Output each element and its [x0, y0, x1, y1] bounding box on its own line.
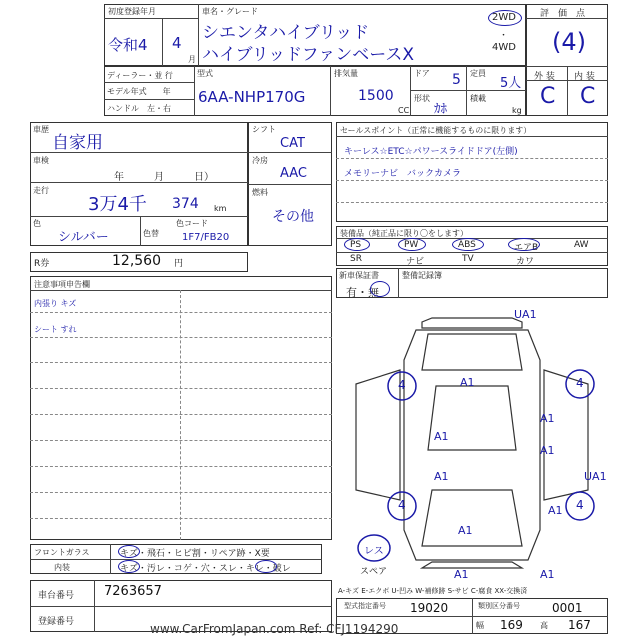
color-change-label: 色替 — [143, 229, 159, 238]
hood-outline — [422, 334, 522, 370]
mark-a1-8: A1 — [454, 568, 469, 581]
width-label: 幅 — [476, 621, 484, 630]
equip-aw: AW — [574, 240, 589, 250]
handle-label: ハンドル 左・右 — [107, 104, 171, 113]
mark-a1-7: A1 — [458, 524, 473, 537]
car-grade: ハイブリッドファンベースX — [202, 45, 415, 65]
mark-a1-6: A1 — [548, 504, 563, 517]
vehicle-no: 7263657 — [104, 584, 162, 599]
interior-kizu-circle — [118, 560, 140, 573]
mileage-label: 走行 — [33, 186, 49, 195]
sales-line2: メモリーナビ バックカメラ — [344, 169, 462, 179]
category-no: 0001 — [552, 601, 583, 615]
recycle-label: R券 — [34, 259, 50, 269]
ps-circle — [344, 238, 370, 251]
recycle-value: 12,560 — [112, 253, 161, 269]
vehicle-no-label: 車台番号 — [38, 591, 75, 601]
front-bumper-outline — [422, 318, 522, 328]
sales-line1: キーレス☆ETC☆パワースライドドア(左側) — [344, 147, 518, 157]
door-label: ドア — [414, 69, 430, 78]
type-label: 型式 — [197, 69, 213, 78]
height-value: 167 — [568, 618, 591, 632]
mark-a1-2: A1 — [540, 412, 555, 425]
equip-airbag: エアB — [514, 243, 539, 253]
carname-label: 車名・グレード — [202, 7, 258, 16]
mark-a1-9: A1 — [540, 568, 555, 581]
rear-outline — [422, 490, 522, 546]
mileage-num: 374 — [172, 196, 199, 212]
exterior-label: 外 装 — [534, 72, 555, 82]
ac-value: AAC — [280, 166, 307, 181]
displacement-label: 排気量 — [334, 69, 358, 78]
mark-a1-3: A1 — [434, 430, 449, 443]
inspection-date: 年 月 日） — [114, 172, 214, 183]
airbag-circle — [508, 238, 540, 251]
reg-era: 令和4 — [108, 36, 148, 54]
notes-line2: シート すれ — [34, 325, 77, 334]
mark-tire-fl: 4 — [398, 378, 406, 392]
model-no-label: 型式指定番号 — [344, 602, 386, 610]
interior-score: C — [580, 84, 596, 109]
equip-abs: ABS — [458, 240, 476, 250]
windshield-kizu-circle — [118, 545, 140, 558]
eval-score: (4) — [552, 28, 586, 56]
notes-line1: 内張り キズ — [34, 299, 77, 308]
equip-ps: PS — [350, 240, 362, 250]
mark-a1-1: A1 — [460, 376, 475, 389]
eval-label: 評 価 点 — [540, 9, 586, 19]
shape: ｶﾎ — [434, 102, 447, 117]
mark-tire-fr: 4 — [576, 376, 584, 390]
mark-a1-5: A1 — [434, 470, 449, 483]
usage-label: 車歴 — [33, 125, 49, 134]
month-unit: 月 — [188, 55, 196, 64]
mark-tire-rl: 4 — [398, 498, 406, 512]
warranty-new-label: 新車保証書 — [339, 271, 379, 280]
shift-label: シフト — [252, 125, 276, 134]
windshield-text: キズ・飛石・ヒビ割・リペア跡・X要 — [120, 549, 270, 559]
color-value: シルバー — [58, 230, 109, 245]
warranty-value: 有・無 — [346, 286, 379, 299]
usage-value: 自家用 — [52, 133, 103, 153]
warranty-circle — [370, 281, 390, 297]
sales-label: セールスポイント（正常に機能するものに限ります） — [340, 126, 532, 135]
kg-unit: kg — [512, 106, 522, 115]
color-label: 色 — [33, 219, 41, 228]
damage-legend: A-キズ E-エクボ U-凹み W-補修跡 S-サビ C-腐食 XX-交換済 — [338, 587, 528, 595]
interior-text: キズ・汚レ・コゲ・穴・スレ・キレ・破レ — [120, 564, 291, 574]
left-side-outline — [356, 370, 400, 500]
interior-sure-circle — [255, 560, 277, 573]
category-label: 類別区分番号 — [478, 602, 520, 610]
windshield-label: フロントガラス — [34, 548, 90, 557]
model-year-label: モデル年式 年 — [107, 87, 171, 96]
abs-circle — [452, 238, 484, 251]
equip-sr: SR — [350, 254, 362, 264]
equipment-label: 装備品（純正品に限り〇をします） — [340, 229, 468, 238]
height-label: 高 — [540, 621, 548, 630]
notes-box — [30, 276, 332, 540]
equip-pw: PW — [404, 240, 419, 250]
interior-label: 内 装 — [574, 72, 595, 82]
capacity-label: 定員 — [470, 69, 486, 78]
load-label: 積載 — [470, 94, 486, 103]
inspection-label: 車検 — [33, 156, 49, 165]
ac-label: 冷房 — [252, 156, 268, 165]
car-name: シエンタハイブリッド — [202, 23, 370, 43]
reg-date-label: 初度登録年月 — [108, 7, 156, 16]
pw-circle — [398, 238, 426, 251]
mark-side-ua1: UA1 — [584, 470, 607, 483]
mark-spare-less: レス — [364, 546, 384, 557]
watermark: www.CarFromJapan.com Ref: CFJ1194290 — [150, 622, 399, 636]
type-value: 6AA-NHP170G — [198, 88, 306, 106]
shape-label: 形状 — [414, 94, 430, 103]
cc-unit: CC — [398, 106, 410, 115]
warranty-record-label: 整備記録簿 — [402, 271, 442, 280]
equip-navi: ナビ — [406, 257, 425, 267]
reg-month: 4 — [172, 34, 182, 52]
equip-leather: カワ — [516, 257, 535, 267]
km-unit: km — [214, 204, 227, 213]
color-code: 1F7/FB20 — [182, 232, 230, 243]
displacement: 1500 — [358, 88, 394, 104]
mark-tire-rr: 4 — [576, 498, 584, 512]
fuel-label: 燃料 — [252, 188, 268, 197]
capacity: 5人 — [500, 76, 522, 91]
dealer-label: ディーラー・並 行 — [107, 71, 173, 80]
interior-cond-label: 内装 — [54, 563, 70, 572]
mark-front-ua1: UA1 — [514, 308, 537, 321]
width-value: 169 — [500, 618, 523, 632]
drive-4wd: 4WD — [492, 42, 516, 53]
reg-no-label: 登録番号 — [38, 617, 75, 627]
rear-bumper-outline — [422, 562, 522, 568]
mark-a1-4: A1 — [540, 444, 555, 457]
equip-tv: TV — [462, 254, 474, 264]
color-code-label: 色コード — [176, 219, 208, 228]
doors: 5 — [452, 72, 461, 88]
exterior-score: C — [540, 84, 556, 109]
shift-value: CAT — [280, 136, 305, 151]
mileage-hand: 3万4千 — [88, 194, 147, 215]
drive-2wd: 2WD — [492, 12, 516, 23]
model-no: 19020 — [410, 601, 449, 615]
mark-spare: スペア — [360, 567, 388, 577]
fuel-value: その他 — [272, 209, 314, 225]
recycle-unit: 円 — [174, 259, 184, 269]
notes-label: 注意事項申告欄 — [34, 280, 90, 289]
drive-dot: ・ — [499, 31, 509, 41]
